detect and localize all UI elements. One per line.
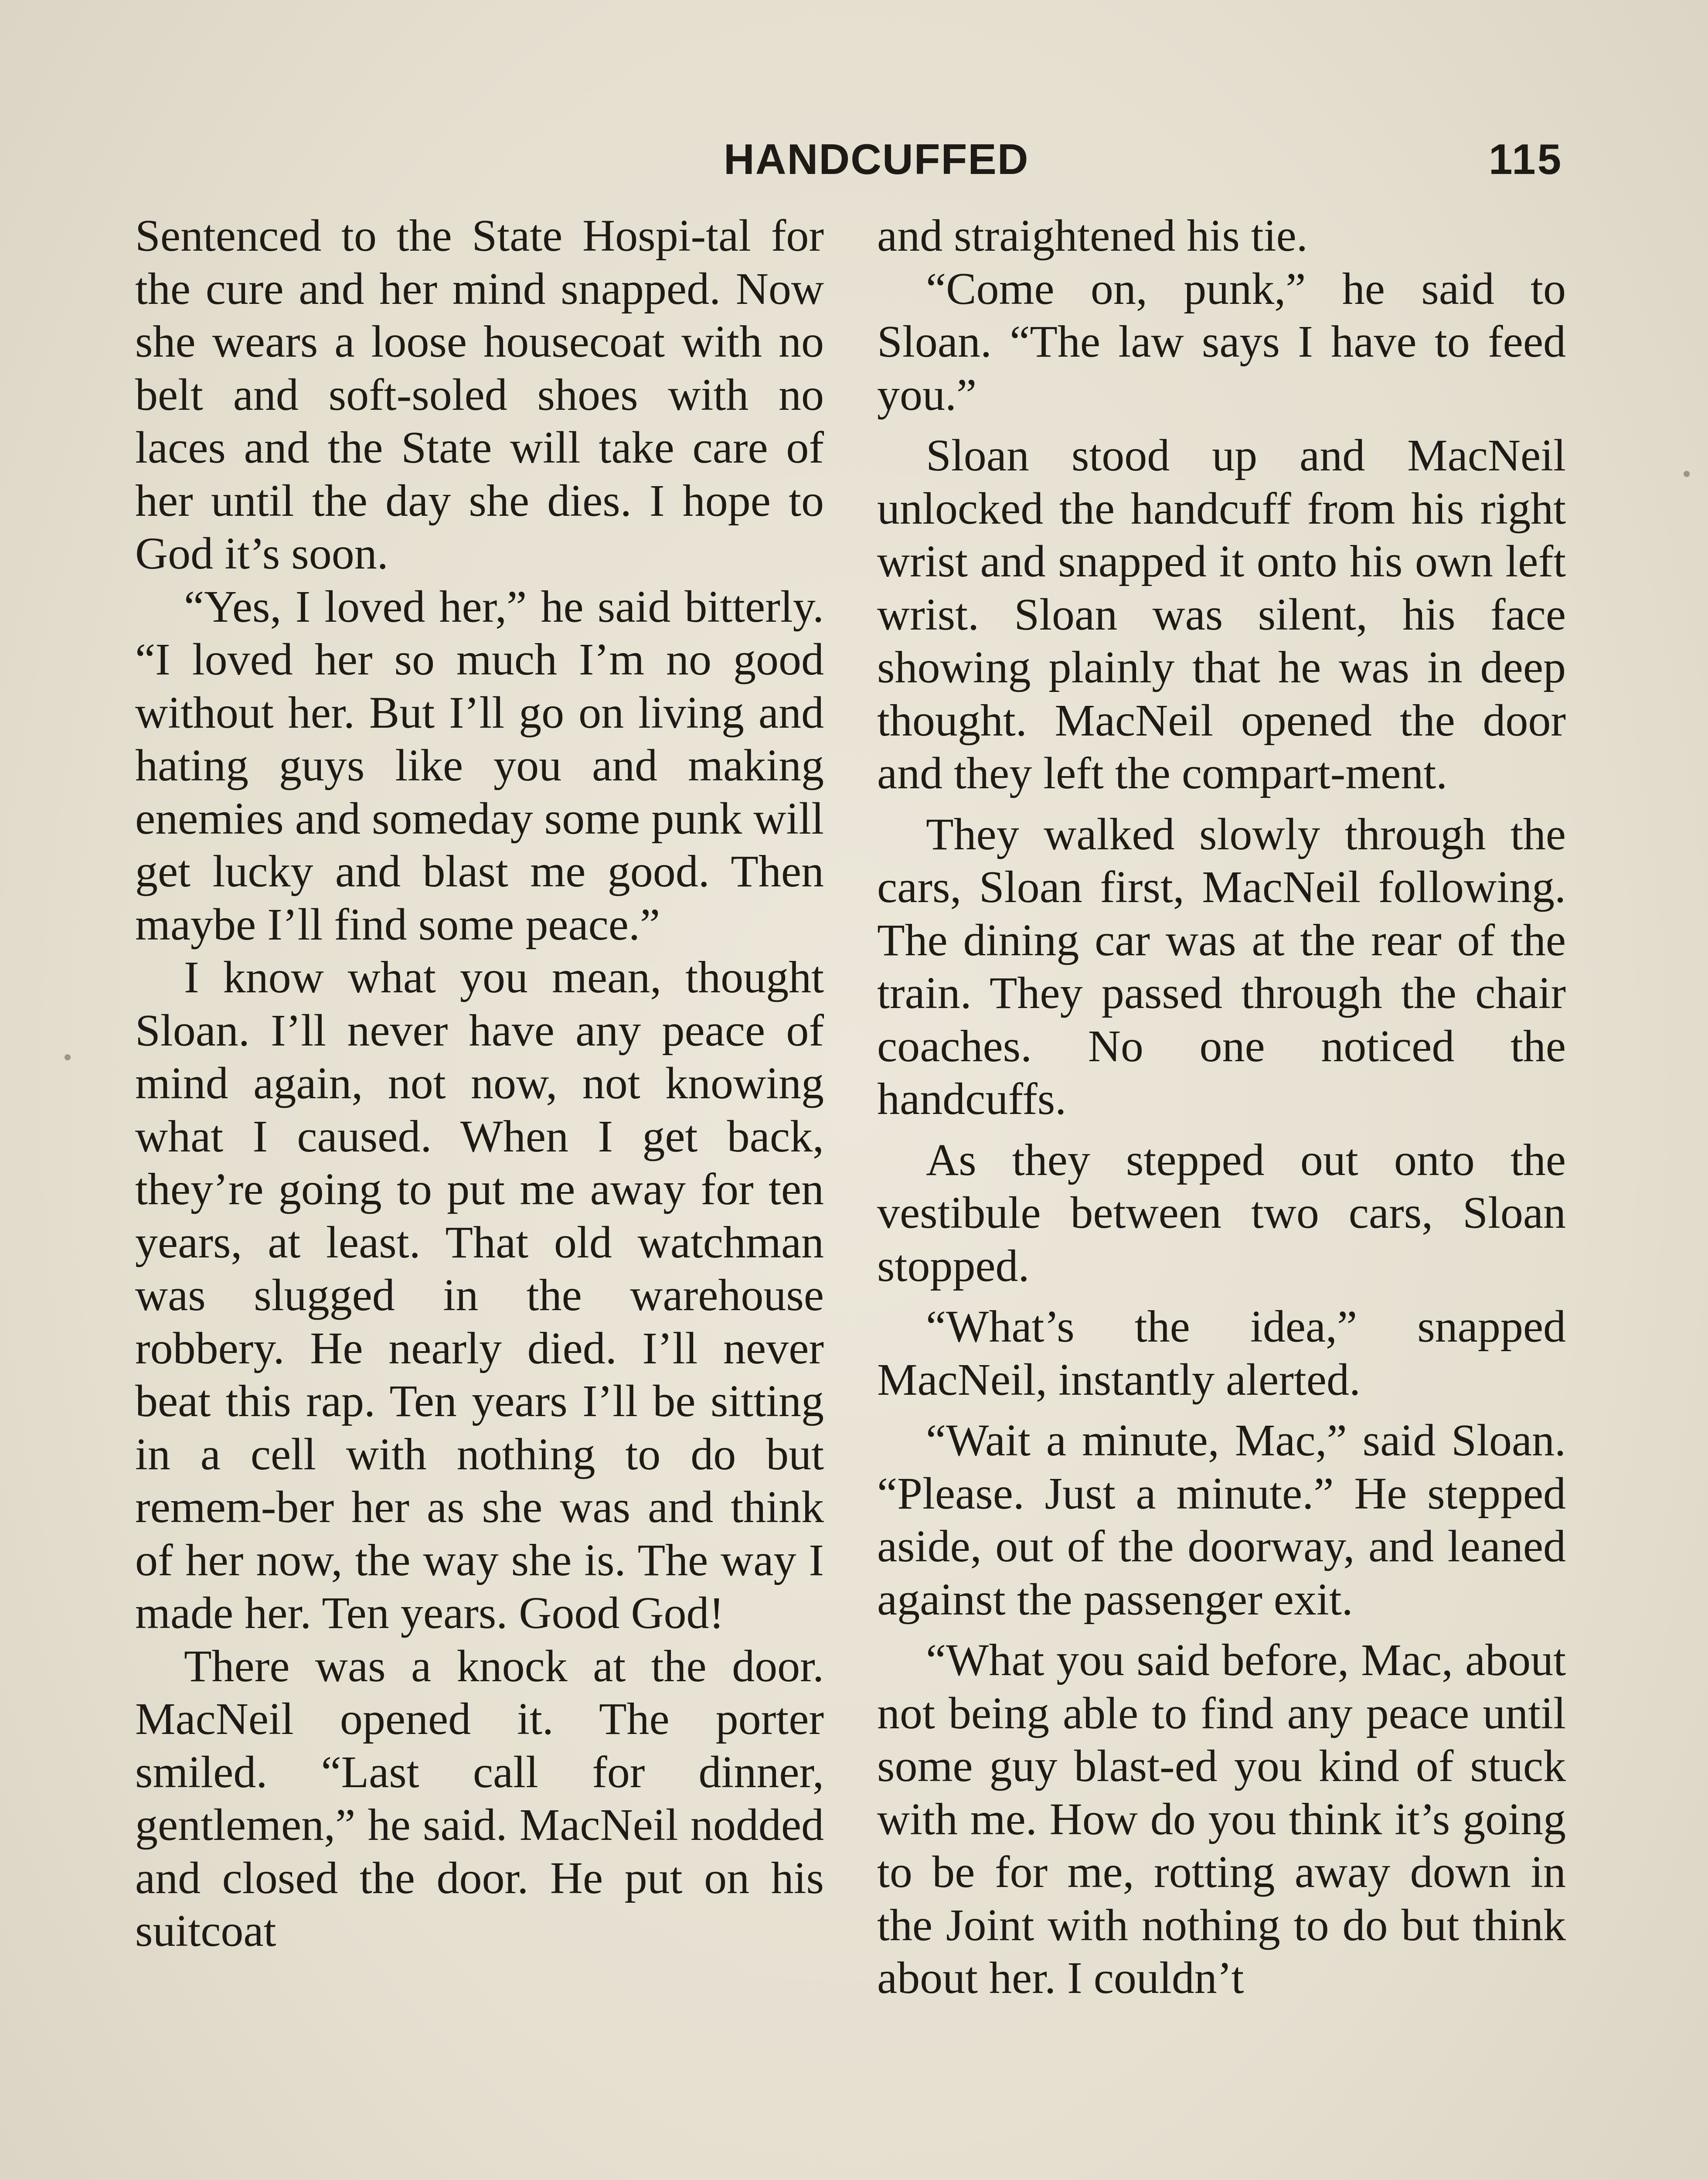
left-column xyxy=(135,209,824,1958)
running-head xyxy=(0,126,1708,192)
paragraph: Sloan stood up and MacNeil unlocked the handcuff from his right wrist and snapped it onto his own left wrist. Sloan was silent, his face showing plainly that he was in deep thought. MacNeil opened the door and they left the compart-ment. xyxy=(877,430,1566,798)
page-number: 115 xyxy=(1489,135,1563,183)
paragraph: “Yes, I loved her,” he said bitterly. “I loved her so much I’m no good without her. But I’ll go on living and hating guys like you and making enemies and someday some punk will get lucky and blast me good. Then maybe I’ll find some peace.” xyxy=(135,581,824,950)
paragraph: “What’s the idea,” snapped MacNeil, instantly alerted. xyxy=(877,1301,1566,1405)
paragraph: and straightened his tie. xyxy=(877,211,1308,261)
paragraph: They walked slowly through the cars, Sloan first, MacNeil following. The dining car was at the rear of the train. They passed through the chair coaches. No one noticed the handcuffs. xyxy=(877,809,1566,1124)
paragraph: I know what you mean, thought Sloan. I’ll never have any peace of mind again, not now, not knowing what I caused. When I get back, they’re going to put me away for ten years, at least. That old watchman was slugged in the warehouse robbery. He nearly died. I’ll never beat this rap. Ten years I’ll be sitting in a cell with nothing to do but remem-ber her as she was and think of her now, the way she is. The way I made her. Ten years. Good God! xyxy=(135,952,824,1638)
right-column xyxy=(877,209,1566,2005)
paragraph: Sentenced to the State Hospi-tal for the cure and her mind snapped. Now she wears a loose housecoat with no belt and soft-soled shoes with no laces and the State will take care of her until the day she dies. I hope to God it’s soon. xyxy=(135,211,824,579)
paragraph: “Wait a minute, Mac,” said Sloan. “Please. Just a minute.” He stepped aside, out of the doorway, and leaned against the passenger exit. xyxy=(877,1415,1566,1625)
running-title: HANDCUFFED xyxy=(724,135,1029,183)
paper-speck xyxy=(65,1054,71,1060)
paragraph: As they stepped out onto the vestibule between two cars, Sloan stopped. xyxy=(877,1134,1566,1291)
paragraph: “Come on, punk,” he said to Sloan. “The law says I have to feed you.” xyxy=(877,263,1566,420)
paper-speck xyxy=(1684,471,1690,477)
paragraph: There was a knock at the door. MacNeil opened it. The porter smiled. “Last call for dinner, gentlemen,” he said. MacNeil nodded and closed the door. He put on his suitcoat xyxy=(135,1641,824,1956)
paragraph: “What you said before, Mac, about not being able to find any peace until some guy blast-ed you kind of stuck with me. How do you think it’s going to be for me, rotting away down in the Joint with nothing to do but think about her. I couldn’t xyxy=(877,1635,1566,2003)
